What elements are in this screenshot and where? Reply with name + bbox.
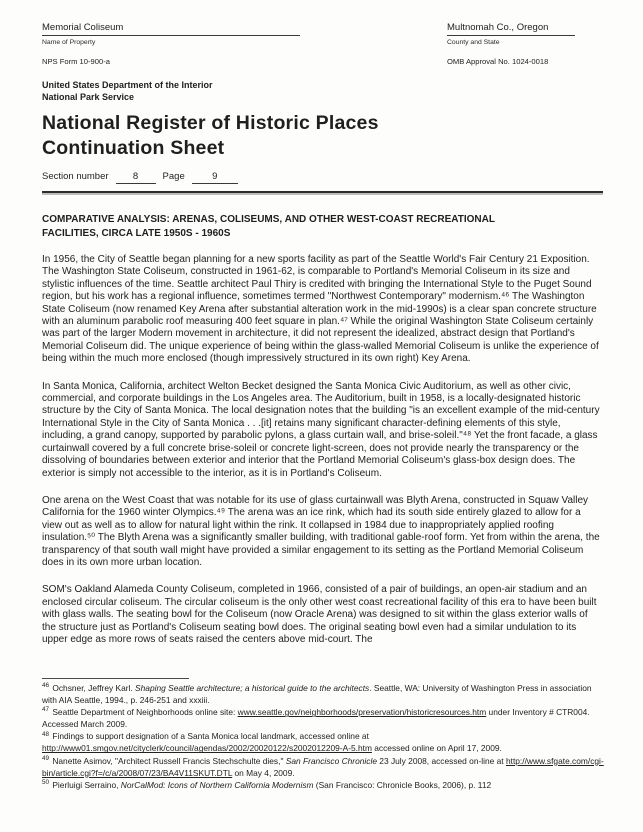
footnote-text: NorCalMod: Icons of Northern California Modernism: [120, 779, 314, 790]
footnote-text: Seattle Department of Neighborhoods online site:: [52, 707, 238, 718]
page-title-line-1: National Register of Historic Places: [42, 112, 379, 134]
footnote-text: Shaping Seattle architecture; a historical guide to the architects: [135, 683, 370, 693]
footnote: [42, 682, 605, 706]
footnote: [42, 755, 605, 779]
body-paragraphs: [42, 254, 602, 646]
footnote: [42, 706, 605, 730]
page-title: [42, 111, 379, 160]
department-line: United States Department of the Interior: [42, 80, 213, 90]
footnote: [42, 730, 605, 754]
footnote: [42, 779, 605, 791]
property-name-field: [42, 22, 300, 36]
comparative-analysis-heading: COMPARATIVE ANALYSIS: ARENAS, COLISEUMS, AND OTHER WEST-COAST RECREATIONAL FACILITIES, CIRCA LATE 1950S - 1960S: [42, 214, 495, 239]
county-state-field: [447, 22, 575, 36]
footnote-marker: 46: [42, 682, 50, 690]
footnote-marker: 50: [42, 778, 50, 786]
section-number-label: Section number: [42, 171, 109, 182]
header-rule: [42, 191, 603, 193]
footnote-text: under Inventory # CTR004. Accessed March 2009.: [42, 707, 590, 730]
footnote-text: Nanette Asimov, "Architect Russell Francis Stechschulte dies,": [52, 755, 286, 766]
page-title-line-2: Continuation Sheet: [42, 136, 225, 159]
footnote-text: . Seattle, WA: University of Washington Press in association with AIA Seattle, 1994., p. 246-251 and xxxiii.: [42, 683, 592, 706]
omb-approval-number: OMB Approval No. 1024-0018: [447, 57, 549, 66]
footnote-marker: 47: [42, 706, 50, 714]
footnote-marker: 48: [42, 730, 50, 738]
nps-form-number: NPS Form 10-900-a: [42, 57, 110, 66]
footnote-text: on May 4, 2009.: [232, 767, 295, 778]
main-content: [42, 213, 602, 661]
property-name-label: Name of Property: [42, 39, 96, 46]
footnote-text: accessed online on April 17, 2009.: [371, 743, 502, 754]
footnote-text: Pierluigi Serraino,: [52, 779, 121, 790]
footnote-url: http://www01.smgov.net/cityclerk/council/agendas/2002/20020122/s2002012209-A-5.htm: [42, 743, 372, 754]
footnote-text: Findings to support designation of a Santa Monica local landmark, accessed online at: [52, 731, 369, 742]
footnote-text: (San Francisco: Chronicle Books, 2006), p. 112: [313, 779, 492, 790]
footnote-url: www.seattle.gov/neighborhoods/preservation/historicresources.htm: [237, 707, 487, 718]
property-name: Memorial Coliseum: [42, 22, 124, 33]
footnote-marker: 49: [42, 754, 50, 762]
county-state: Multnomah Co., Oregon: [447, 22, 549, 33]
county-state-label: County and State: [447, 39, 500, 46]
footnote-text: 23 July 2008, accessed on-line at: [376, 755, 506, 766]
body-paragraph: In 1956, the City of Seattle began planning for a new sports facility as part of the Seattle World's Fair Century 21 Exposition. The Washington State Coliseum, constructed in 1961-62, is comparable to Portland's Memorial Coliseum in its size and stylistic influences of the time. Seattle architect Paul Thiry is credited with bringing the International Style to the Puget Sound region, but his work has a regional influence, sometimes termed "Northwest Contemporary" modernism.⁴⁶ The Washington State Coliseum (now renamed Key Arena after substantial alteration work in the mid-1990s) is a clear span concrete structure with an aluminum parabolic roof measuring 400 feet square in plan.⁴⁷ While the original Washington State Coliseum certainly was part of the larger Modern movement in architecture, it did not represent the idealized, abstract design that Portland's Memorial Coliseum did. The unique experience of being within the glass-walled Memorial Coliseum is unlike the experience of being within the much more enclosed (though impressively structured in its own right) Key Arena.: [42, 254, 599, 365]
footnote-text: San Francisco Chronicle: [285, 755, 377, 766]
body-paragraph: In Santa Monica, California, architect Welton Becket designed the Santa Monica Civic Auditorium, as well as other civic, commercial, and corporate buildings in the Los Angeles area. The Auditorium, built in 1958, is a locally-designated historic structure by the City of Santa Monica. The local designation notes that the building "is an excellent example of the mid-century International Style in the City of Santa Monica . . .[it] retains many significant character-defining elements of this style, including, a grand canopy, supported by parabolic pylons, a glass curtain wall, and brise-soleil."⁴⁸ Yet the front facade, a glass curtainwall covered by a full concrete brise-soleil or concrete light-screen, does not provide nearly the transparency or the dissolving of boundaries between exterior and interior that the Portland Memorial Coliseum's glass-box design does. The exterior is simply not accessible to the interior, as it is in Portland's Coliseum.: [42, 380, 600, 479]
footnotes-list: [42, 682, 605, 791]
page-number-label: Page: [162, 171, 185, 182]
section-number-row: [42, 171, 245, 184]
footnote-text: Ochsner, Jeffrey Karl.: [52, 683, 136, 693]
footnote-url: http://www.sfgate.com/cgi-bin/article.cgi?f=/c/a/2008/07/23/BA4V11SKUT.DTL: [42, 755, 604, 778]
page-number-value: 9: [192, 171, 238, 184]
section-number-value: 8: [116, 171, 156, 184]
department-block: [42, 80, 213, 103]
footnote-separator: [42, 678, 189, 679]
body-paragraph: One arena on the West Coast that was notable for its use of glass curtainwall was Blyth Arena, constructed in Squaw Valley California for the 1960 winter Olympics.⁴⁹ The arena was an ice rink, which had its south side entirely glazed to allow for a view out as well as to allow for natural light within the rink. It collapsed in 1984 due to inappropriately applied roofing insulation.⁵⁰ The Blyth Arena was a significantly smaller building, with traditional gable-roof form. Yet from within the arena, the transparency of that south wall might have provided a similar engagement to its setting as the Portland Memorial Coliseum does in its own more urban location.: [42, 494, 600, 568]
agency-line: National Park Service: [42, 91, 135, 102]
body-paragraph: SOM's Oakland Alameda County Coliseum, completed in 1966, consisted of a pair of buildings, an open-air stadium and an enclosed circular coliseum. The circular coliseum is the only other west coast recreational facility of this era to have been built with glass walls. The seating bowl for the Coliseum (now Oracle Arena) was designed to sit within the glass exterior walls of the structure just as Portland's Coliseum seating bowl does. The original seating bowl even had a similar undulation to its upper edge as more rows of seats raised the centers above mid-court. The: [42, 584, 597, 645]
